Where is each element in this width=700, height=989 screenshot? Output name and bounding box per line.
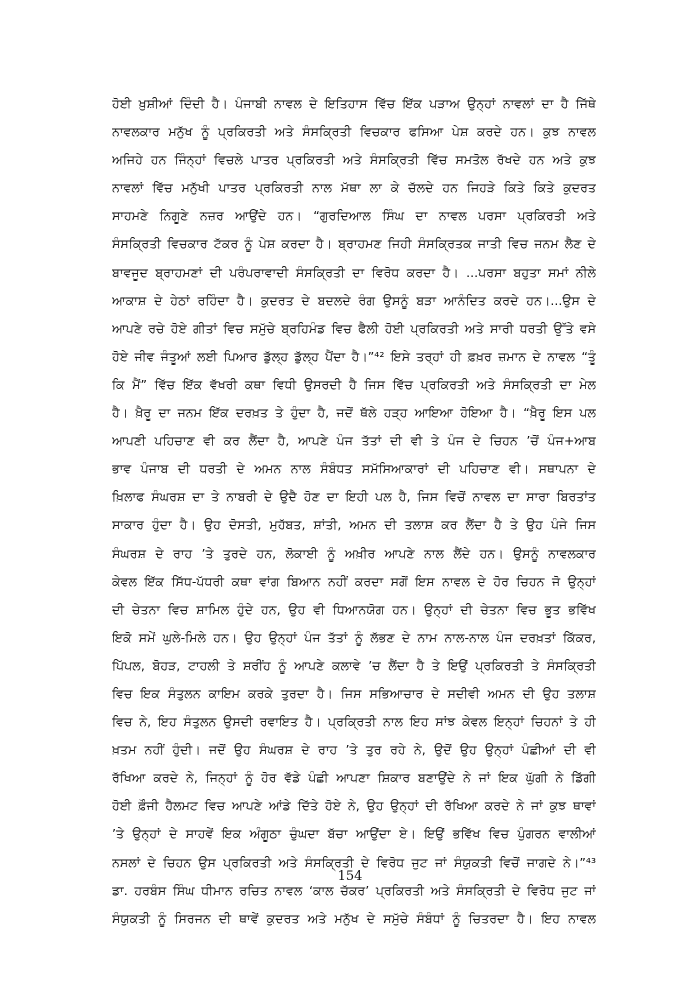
page-number: 154 bbox=[337, 869, 363, 884]
text-line: ਸੰਯੁਕਤੀ ਨੂੰ ਸਿਰਜਨ ਦੀ ਥਾਵੇਂ ਕੁਦਰਤ ਅਤੇ ਮਨੁੱਖ ਦੇ ਸਮੁੱਚੇ ਸੰਬੰਧਾਂ ਨੂੰ ਚਿਤਰਦਾ ਹੈ। ਇਹ ਨਾਵਲ bbox=[112, 910, 596, 926]
text-line: ਹੋਈ ਫ਼ੌਜੀ ਹੈਲਮਟ ਵਿਚ ਆਪਣੇ ਆਂਡੇ ਦਿੱਤੇ ਹੋਏ ਨੇ, ਉਹ ਉਨ੍ਹਾਂ ਦੀ ਰੱਖਿਆ ਕਰਦੇ ਨੇ ਜਾਂ ਕੁਝ ਥਾਵਾਂ bbox=[112, 798, 596, 814]
text-line: ਦੀ ਚੇਤਨਾ ਵਿਚ ਸ਼ਾਮਿਲ ਹੁੰਦੇ ਹਨ, ਉਹ ਵੀ ਧਿਆਨਯੋਗ ਹਨ। ਉਨ੍ਹਾਂ ਦੀ ਚੇਤਨਾ ਵਿਚ ਭੂਤ ਭਵਿੱਖ bbox=[112, 601, 596, 617]
text-line: ਸੰਸਕ੍ਰਿਤੀ ਵਿਚਕਾਰ ਟੱਕਰ ਨੂੰ ਪੇਸ਼ ਕਰਦਾ ਹੈ। ਬ੍ਰਾਹਮਣ ਜਿਹੀ ਸੰਸਕ੍ਰਿਤਕ ਜਾਤੀ ਵਿਚ ਜਨਮ ਲੈਣ ਦੇ bbox=[112, 236, 596, 252]
text-line: ਵਿਚ ਨੇ, ਇਹ ਸੰਤੁਲਨ ਉਸਦੀ ਰਵਾਇਤ ਹੈ। ਪ੍ਰਕ੍ਰਿਤੀ ਨਾਲ ਇਹ ਸਾਂਝ ਕੇਵਲ ਇਨ੍ਹਾਂ ਚਿਹਨਾਂ ਤੇ ਹੀ bbox=[112, 714, 596, 730]
text-line: ਭਾਵ ਪੰਜਾਬ ਦੀ ਧਰਤੀ ਦੇ ਅਮਨ ਨਾਲ ਸੰਬੰਧਤ ਸਮੱਸਿਆਕਾਰਾਂ ਦੀ ਪਹਿਚਾਣ ਵੀ। ਸਥਾਪਨਾ ਦੇ bbox=[112, 461, 596, 477]
text-line: ਹੋਏ ਜੀਵ ਜੰਤੂਆਂ ਲਈ ਪਿਆਰ ਡੁੱਲ੍ਹ ਡੁੱਲ੍ਹ ਪੈਂਦਾ ਹੈ।”⁴² ਇਸੇ ਤਰ੍ਹਾਂ ਹੀ ਫ਼ਖ਼ਰ ਜ਼ਮਾਨ ਦੇ ਨਾਵਲ “ਤੂੰ bbox=[112, 348, 596, 364]
text-line: ਡਾ. ਹਰਬੰਸ ਸਿੰਘ ਧੀਮਾਨ ਰਚਿਤ ਨਾਵਲ ‘ਕਾਲ ਚੱਕਰ’ ਪ੍ਰਕਿਰਤੀ ਅਤੇ ਸੰਸਕ੍ਰਿਤੀ ਦੇ ਵਿਰੋਧ ਜੁਟ ਜਾਂ bbox=[112, 882, 596, 898]
text-line: ਨਾਵਲਾਂ ਵਿੱਚ ਮਨੁੱਖੀ ਪਾਤਰ ਪ੍ਰਕਿਰਤੀ ਨਾਲ ਮੱਥਾ ਲਾ ਕੇ ਚੱਲਦੇ ਹਨ ਜਿਹੜੇ ਕਿਤੇ ਕਿਤੇ ਕੁਦਰਤ bbox=[112, 180, 596, 196]
text-line: ’ਤੇ ਉਨ੍ਹਾਂ ਦੇ ਸਾਹਵੇਂ ਇਕ ਅੰਗੂਠਾ ਚੁੰਘਦਾ ਬੱਚਾ ਆਉਂਦਾ ਏ। ਇਉਂ ਭਵਿੱਖ ਵਿਚ ਪੁੰਗਰਨ ਵਾਲੀਆਂ bbox=[112, 826, 596, 842]
text-line: ਕੇਵਲ ਇੱਕ ਸਿੱਧ-ਪੱਧਰੀ ਕਥਾ ਵਾਂਗ ਬਿਆਨ ਨਹੀਂ ਕਰਦਾ ਸਗੋਂ ਇਸ ਨਾਵਲ ਦੇ ਹੋਰ ਚਿਹਨ ਜੋ ਉਨ੍ਹਾਂ bbox=[112, 573, 596, 589]
text-line: ਸਾਕਾਰ ਹੁੰਦਾ ਹੈ। ਉਹ ਦੋਸਤੀ, ਮੁਹੱਬਤ, ਸ਼ਾਂਤੀ, ਅਮਨ ਦੀ ਤਲਾਸ਼ ਕਰ ਲੈਂਦਾ ਹੈ ਤੇ ਉਹ ਪੰਜੇ ਜਿਸ bbox=[112, 517, 596, 533]
text-line: ਖ਼ਿਲਾਫ ਸੰਘਰਸ਼ ਦਾ ਤੇ ਨਾਬਰੀ ਦੇ ਉਦੈ ਹੋਣ ਦਾ ਇਹੀ ਪਲ ਹੈ, ਜਿਸ ਵਿਚੋਂ ਨਾਵਲ ਦਾ ਸਾਰਾ ਬਿਰਤਾਂਤ bbox=[112, 489, 596, 505]
text-line: ਆਪਣੇ ਰਚੇ ਹੋਏ ਗੀਤਾਂ ਵਿਚ ਸਮੁੱਚੇ ਬ੍ਰਹਿਮੰਡ ਵਿਚ ਫੈਲੀ ਹੋਈ ਪ੍ਰਕਿਰਤੀ ਅਤੇ ਸਾਰੀ ਧਰਤੀ ਉੱਤੇ ਵਸੇ bbox=[112, 320, 596, 336]
text-line: ਰੱਖਿਆ ਕਰਦੇ ਨੇ, ਜਿਨ੍ਹਾਂ ਨੂੰ ਹੋਰ ਵੱਡੇ ਪੰਛੀ ਆਪਣਾ ਸ਼ਿਕਾਰ ਬਣਾਉਂਦੇ ਨੇ ਜਾਂ ਇਕ ਘੁੱਗੀ ਨੇ ਡਿੱਗੀ bbox=[112, 770, 596, 786]
text-line: ਸਾਹਮਣੇ ਨਿਗੂਣੇ ਨਜ਼ਰ ਆਉਂਦੇ ਹਨ। “ਗੁਰਦਿਆਲ ਸਿੰਘ ਦਾ ਨਾਵਲ ਪਰਸਾ ਪ੍ਰਕਿਰਤੀ ਅਤੇ bbox=[112, 208, 596, 224]
text-line: ਸੰਘਰਸ਼ ਦੇ ਰਾਹ ’ਤੇ ਤੁਰਦੇ ਹਨ, ਲੋਕਾਈ ਨੂੰ ਅਖ਼ੀਰ ਆਪਣੇ ਨਾਲ ਲੈਂਦੇ ਹਨ। ਉਸਨੂੰ ਨਾਵਲਕਾਰ bbox=[112, 545, 596, 561]
text-line: ਇਕੋ ਸਮੇਂ ਘੁਲੇ-ਮਿਲੇ ਹਨ। ਉਹ ਉਨ੍ਹਾਂ ਪੰਜ ਤੱਤਾਂ ਨੂੰ ਲੱਭਣ ਦੇ ਨਾਮ ਨਾਲ-ਨਾਲ ਪੰਜ ਦਰਖ਼ਤਾਂ ਕਿੱਕਰ, bbox=[112, 629, 596, 645]
text-line: ਵਿਚ ਇਕ ਸੰਤੁਲਨ ਕਾਇਮ ਕਰਕੇ ਤੁਰਦਾ ਹੈ। ਜਿਸ ਸਭਿਆਚਾਰ ਦੇ ਸਦੀਵੀ ਅਮਨ ਦੀ ਉਹ ਤਲਾਸ਼ bbox=[112, 685, 596, 701]
text-line: ਨਸਲਾਂ ਦੇ ਚਿਹਨ ਉਸ ਪ੍ਰਕਿਰਤੀ ਅਤੇ ਸੰਸਕ੍ਰਿਤੀ ਦੇ ਵਿਰੋਧ ਜੁਟ ਜਾਂ ਸੰਯੁਕਤੀ ਵਿਚੋਂ ਜਾਗਦੇ ਨੇ।”⁴³ bbox=[112, 854, 596, 870]
text-line: ਹੈ। ਖ਼ੈਰੂ ਦਾ ਜਨਮ ਇੱਕ ਦਰਖ਼ਤ ਤੇ ਹੁੰਦਾ ਹੈ, ਜਦੋਂ ਥੱਲੇ ਹੜ੍ਹ ਆਇਆ ਹੋਇਆ ਹੈ। “ਖ਼ੈਰੂ ਇਸ ਪਲ bbox=[112, 405, 596, 421]
body-text bbox=[112, 90, 596, 933]
text-line: ਆਪਣੀ ਪਹਿਚਾਣ ਵੀ ਕਰ ਲੈਂਦਾ ਹੈ, ਆਪਣੇ ਪੰਜ ਤੱਤਾਂ ਦੀ ਵੀ ਤੇ ਪੰਜ ਦੇ ਚਿਹਨ ’ਚੋਂ ਪੰਜ+ਆਬ bbox=[112, 433, 596, 449]
text-line: ਅਜਿਹੇ ਹਨ ਜਿੰਨ੍ਹਾਂ ਵਿਚਲੇ ਪਾਤਰ ਪ੍ਰਕਿਰਤੀ ਅਤੇ ਸੰਸਕ੍ਰਿਤੀ ਵਿੱਚ ਸਮਤੋਲ ਰੱਖਦੇ ਹਨ ਅਤੇ ਕੁਝ bbox=[112, 152, 596, 168]
text-line: ਪਿੱਪਲ, ਬੋਹੜ, ਟਾਹਲੀ ਤੇ ਸ਼ਰੀਂਹ ਨੂੰ ਆਪਣੇ ਕਲਾਵੇ ’ਚ ਲੈਂਦਾ ਹੈ ਤੇ ਇਉਂ ਪ੍ਰਕਿਰਤੀ ਤੇ ਸੰਸਕ੍ਰਿਤੀ bbox=[112, 657, 596, 673]
text-line: ਨਾਵਲਕਾਰ ਮਨੁੱਖ ਨੂੰ ਪ੍ਰਕਿਰਤੀ ਅਤੇ ਸੰਸਕ੍ਰਿਤੀ ਵਿਚਕਾਰ ਫਸਿਆ ਪੇਸ਼ ਕਰਦੇ ਹਨ। ਕੁਝ ਨਾਵਲ bbox=[112, 124, 596, 140]
text-line: ਹੋਈ ਖ਼ੁਸ਼ੀਆਂ ਦਿੰਦੀ ਹੈ। ਪੰਜਾਬੀ ਨਾਵਲ ਦੇ ਇਤਿਹਾਸ ਵਿੱਚ ਇੱਕ ਪੜਾਅ ਉਨ੍ਹਾਂ ਨਾਵਲਾਂ ਦਾ ਹੈ ਜਿੱਥੇ bbox=[112, 96, 596, 111]
text-line: ਬਾਵਜੂਦ ਬ੍ਰਾਹਮਣਾਂ ਦੀ ਪਰੰਪਰਾਵਾਦੀ ਸੰਸਕ੍ਰਿਤੀ ਦਾ ਵਿਰੋਧ ਕਰਦਾ ਹੈ। ...ਪਰਸਾ ਬਹੁਤਾ ਸਮਾਂ ਨੀਲੇ bbox=[112, 264, 596, 280]
text-line: ਕਿ ਮੈਂ” ਵਿੱਚ ਇੱਕ ਵੱਖਰੀ ਕਥਾ ਵਿਧੀ ਉਸਰਦੀ ਹੈ ਜਿਸ ਵਿੱਚ ਪ੍ਰਕਿਰਤੀ ਅਤੇ ਸੰਸਕ੍ਰਿਤੀ ਦਾ ਮੇਲ bbox=[112, 376, 596, 392]
text-line: ਆਕਾਸ਼ ਦੇ ਹੇਠਾਂ ਰਹਿੰਦਾ ਹੈ। ਕੁਦਰਤ ਦੇ ਬਦਲਦੇ ਰੰਗ ਉਸਨੂੰ ਬੜਾ ਆਨੰਦਿਤ ਕਰਦੇ ਹਨ।...ਉਸ ਦੇ bbox=[112, 292, 596, 308]
text-line: ਖ਼ਤਮ ਨਹੀਂ ਹੁੰਦੀ। ਜਦੋਂ ਉਹ ਸੰਘਰਸ਼ ਦੇ ਰਾਹ ’ਤੇ ਤੁਰ ਰਹੇ ਨੇ, ਉਦੋਂ ਉਹ ਉਨ੍ਹਾਂ ਪੰਛੀਆਂ ਦੀ ਵੀ bbox=[112, 742, 596, 758]
